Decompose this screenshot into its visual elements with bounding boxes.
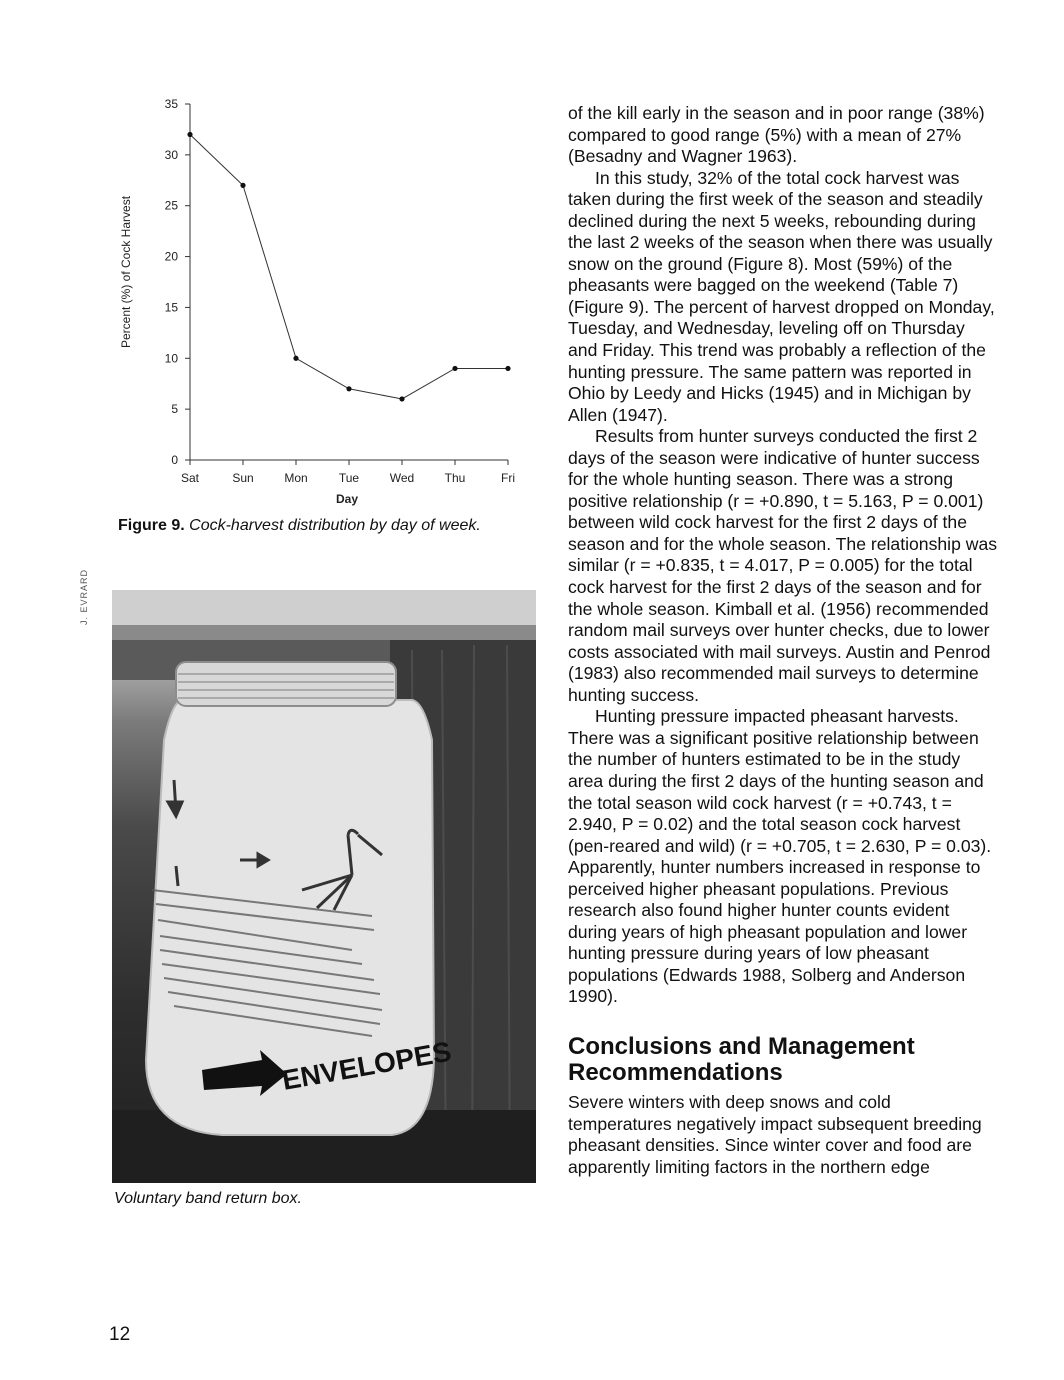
y-tick-label: 35: [164, 97, 178, 111]
x-tick-label: Sat: [180, 471, 200, 485]
paragraph: Results from hunter surveys conducted the first 2 days of the season were indicative of hunter success for the whole hunting season. There was a strong positive relationship (r = +0.890, t = 5.163, P = 0.001) between wild cock harvest for the first 2 days of the season and for the whole season. The relationship was similar (r = +0.835, t = 4.017, P = 0.005) for the total cock harvest for the first 2 days of the season and for the whole season. Kimball et al. (1956) recommended random mail surveys over hunter checks, due to lower costs associated with mail surveys. Austin and Penrod (1983) also recommended mail surveys to determine hunting success.: [568, 426, 998, 705]
chart-axes: [190, 104, 508, 460]
band-return-box-photo: [112, 590, 536, 1183]
figure-label: Figure 9.: [118, 517, 185, 534]
y-tick-label: 0: [171, 453, 178, 467]
x-tick-label: Fri: [501, 471, 515, 485]
paragraph: In this study, 32% of the total cock harvest was taken during the first week of the season and steadily declined during the next 5 weeks, rebounding during the last 2 weeks of the season when there was usually snow on the ground (Figure 8). Most (59%) of the pheasants were bagged on the weekend (Table 7) (Figure 9). The percent of harvest dropped on Monday, Tuesday, and Wednesday, leveling off on Thursday and Friday. This trend was probably a reflection of the hunting pressure. The same pattern was reported in Ohio by Leedy and Hicks (1945) and in Michigan by Allen (1947).: [568, 167, 995, 425]
section-heading: Conclusions and Management Recommendations: [568, 1032, 915, 1086]
harvest-series: [187, 132, 510, 402]
series-line: [190, 135, 508, 399]
x-tick-label: Mon: [284, 471, 308, 485]
x-tick-label: Sun: [232, 471, 254, 485]
data-point-thu: [452, 366, 457, 371]
y-ticks: [165, 97, 190, 467]
y-axis-label: Percent (%) of Cock Harvest: [119, 195, 133, 349]
figure-caption: [118, 516, 548, 536]
y-tick-label: 15: [164, 300, 178, 315]
x-tick-label: Wed: [389, 471, 415, 485]
paragraph: Hunting pressure impacted pheasant harvests. There was a significant positive relationship between the number of hunters estimated to be in the study area during the first 2 days of the hunting season and the total season wild cock harvest (r = +0.743, t = 2.940, P = 0.02) and the total season cock harvest (pen-reared and wild) (r = +0.705, t = 2.630, P = 0.03). Apparently, hunter numbers increased in response to perceived higher pheasant populations. Previous research also found higher hunter counts evident during years of high pheasant population and lower hunting pressure during years of low pheasant populations (Edwards 1988, Solberg and Anderson 1990).: [568, 706, 992, 1007]
x-tick-label: Tue: [338, 471, 360, 485]
y-tick-label: 20: [164, 249, 178, 264]
photo-credit: J. EVRARD: [79, 568, 89, 625]
jar-illustration: [112, 590, 536, 1183]
y-tick-label: 5: [171, 402, 178, 417]
figure-caption-text: Cock-harvest distribution by day of week.: [189, 517, 481, 534]
jar-envelopes-label: ENVELOPES: [279, 1035, 454, 1096]
y-tick-label: 30: [164, 147, 178, 162]
data-point-tue: [346, 386, 351, 391]
data-point-fri: [505, 366, 510, 371]
y-tick-label: 25: [164, 198, 178, 213]
jar-lid: [176, 662, 396, 706]
data-point-mon: [293, 356, 298, 361]
y-tick-label: 10: [164, 351, 178, 366]
x-ticks: [181, 460, 515, 485]
data-point-sat: [187, 132, 192, 137]
x-tick-label: Thu: [444, 471, 466, 485]
data-point-wed: [399, 396, 404, 401]
paragraph: Severe winters with deep snows and cold temperatures negatively impact subsequent breeding pheasant densities. Since winter cover and food are apparently limiting factors in the northern edge: [568, 1091, 982, 1177]
body-column: [568, 103, 998, 1178]
page-number: 12: [109, 1324, 131, 1345]
photo-caption: Voluntary band return box.: [114, 1190, 302, 1207]
data-point-sun: [240, 183, 245, 188]
paragraph: of the kill early in the season and in poor range (38%) compared to good range (5%) with a mean of 27% (Besadny and Wagner 1963).: [568, 103, 985, 167]
x-axis-label: Day: [335, 492, 359, 506]
cock-harvest-line-chart: [100, 88, 540, 508]
